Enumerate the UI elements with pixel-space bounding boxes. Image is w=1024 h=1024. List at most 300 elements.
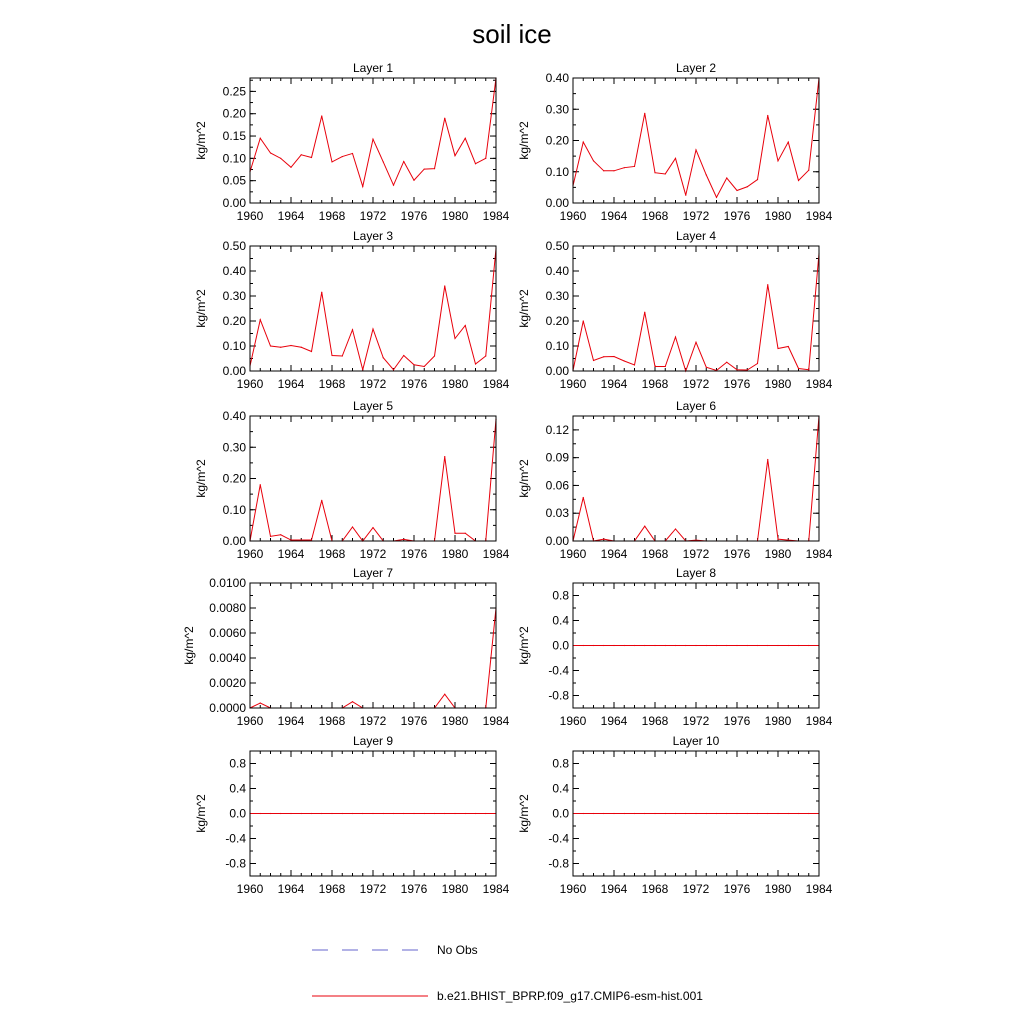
data-point: [593, 160, 594, 161]
data-point: [706, 174, 707, 175]
x-tick-label: 1964: [277, 714, 305, 728]
data-point: [706, 367, 707, 368]
y-tick-label: 0.20: [545, 314, 569, 328]
data-point: [372, 328, 373, 329]
data-point: [280, 813, 281, 814]
x-tick-label: 1984: [482, 714, 510, 728]
panels: [182, 61, 833, 896]
data-point: [788, 141, 789, 142]
y-tick-label: 0.00: [222, 196, 246, 210]
data-point: [444, 694, 445, 695]
y-tick-label: 0.0: [552, 638, 569, 653]
panel-layer-5: [194, 399, 510, 561]
y-tick-label: 0.00: [545, 364, 569, 378]
x-tick-label: 1980: [764, 547, 792, 561]
data-point: [434, 813, 435, 814]
x-tick-label: 1980: [441, 209, 469, 223]
legend-label: b.e21.BHIST_BPRP.f09_g17.CMIP6-esm-hist.001: [437, 989, 703, 1003]
panel-layer-1: [194, 61, 510, 223]
y-tick-label: 0.30: [545, 289, 569, 303]
data-point: [583, 497, 584, 498]
y-tick-label: 0.00: [222, 534, 246, 548]
data-point: [321, 292, 322, 293]
x-tick-label: 1968: [641, 882, 669, 896]
data-point: [321, 813, 322, 814]
data-point: [352, 701, 353, 702]
x-tick-label: 1972: [359, 209, 387, 223]
data-point: [280, 347, 281, 348]
data-point: [757, 813, 758, 814]
x-tick-label: 1960: [559, 714, 587, 728]
plot-frame: [573, 246, 819, 371]
legend-entry: [312, 943, 478, 957]
panel-layer-4: [517, 229, 833, 391]
y-tick-label: -0.8: [548, 856, 569, 871]
y-tick-label: 0.20: [222, 471, 246, 486]
data-point: [613, 813, 614, 814]
data-point: [485, 158, 486, 159]
data-point: [654, 813, 655, 814]
data-point: [757, 645, 758, 646]
x-tick-label: 1976: [400, 882, 428, 896]
x-tick-label: 1964: [600, 547, 628, 561]
y-tick-label: -0.4: [225, 831, 246, 846]
data-point: [260, 813, 261, 814]
data-point: [695, 813, 696, 814]
data-point: [260, 484, 261, 485]
data-point: [747, 186, 748, 187]
x-tick-label: 1964: [600, 714, 628, 728]
data-point: [777, 539, 778, 540]
data-point: [695, 645, 696, 646]
data-point: [403, 813, 404, 814]
data-point: [808, 170, 809, 171]
y-axis-label: kg/m^2: [517, 121, 531, 160]
panel-layer-2: [517, 61, 833, 223]
y-axis-label: kg/m^2: [517, 289, 531, 328]
data-point: [654, 172, 655, 173]
data-point: [747, 369, 748, 370]
data-point: [454, 155, 455, 156]
y-tick-label: 0.4: [552, 613, 569, 628]
panel-title: Layer 9: [352, 734, 394, 748]
y-axis-label: kg/m^2: [517, 794, 531, 833]
data-point: [593, 360, 594, 361]
data-point: [788, 539, 789, 540]
data-point: [383, 161, 384, 162]
y-tick-label: 0.8: [229, 756, 246, 771]
data-point: [644, 312, 645, 313]
y-tick-label: 0.03: [545, 506, 569, 521]
data-point: [331, 161, 332, 162]
data-point: [777, 645, 778, 646]
data-point: [777, 348, 778, 349]
x-tick-label: 1968: [318, 377, 346, 391]
data-point: [444, 118, 445, 119]
data-point: [301, 154, 302, 155]
x-tick-label: 1960: [236, 547, 264, 561]
plot-frame: [573, 78, 819, 203]
panel-layer-7: [182, 566, 510, 728]
y-tick-label: 0.8: [552, 588, 569, 603]
x-tick-label: 1984: [482, 882, 510, 896]
data-point: [290, 167, 291, 168]
series-line: [250, 608, 496, 708]
data-point: [383, 357, 384, 358]
x-tick-label: 1968: [318, 209, 346, 223]
x-tick-label: 1964: [277, 547, 305, 561]
data-point: [767, 115, 768, 116]
x-tick-label: 1980: [441, 547, 469, 561]
data-point: [290, 539, 291, 540]
x-tick-label: 1964: [277, 882, 305, 896]
data-point: [644, 113, 645, 114]
y-tick-label: 0.25: [222, 84, 246, 99]
y-tick-label: 0.0000: [209, 701, 246, 715]
panel-title: Layer 6: [675, 399, 717, 413]
y-tick-label: 0.10: [545, 164, 569, 179]
x-tick-label: 1972: [682, 377, 710, 391]
data-point: [342, 355, 343, 356]
data-point: [403, 539, 404, 540]
data-point: [634, 813, 635, 814]
data-point: [331, 355, 332, 356]
x-tick-label: 1984: [805, 714, 833, 728]
data-point: [685, 645, 686, 646]
data-point: [311, 539, 312, 540]
data-point: [270, 536, 271, 537]
x-tick-label: 1984: [482, 377, 510, 391]
x-tick-label: 1968: [641, 209, 669, 223]
y-tick-label: -0.8: [225, 856, 246, 871]
data-point: [624, 813, 625, 814]
data-point: [788, 813, 789, 814]
data-point: [603, 645, 604, 646]
x-tick-label: 1976: [723, 209, 751, 223]
data-point: [372, 527, 373, 528]
data-point: [603, 170, 604, 171]
panel-title: Layer 1: [352, 61, 394, 75]
x-tick-label: 1976: [723, 547, 751, 561]
y-tick-label: 0.20: [222, 106, 246, 121]
data-point: [444, 813, 445, 814]
data-point: [695, 539, 696, 540]
data-point: [475, 813, 476, 814]
data-point: [665, 645, 666, 646]
x-tick-label: 1972: [682, 882, 710, 896]
data-point: [798, 645, 799, 646]
y-tick-label: 0.05: [222, 173, 246, 188]
data-point: [685, 195, 686, 196]
series-line: [250, 78, 496, 186]
x-tick-label: 1980: [441, 714, 469, 728]
data-point: [644, 526, 645, 527]
x-tick-label: 1976: [400, 547, 428, 561]
x-tick-label: 1960: [559, 209, 587, 223]
y-tick-label: 0.15: [222, 129, 246, 144]
data-point: [808, 813, 809, 814]
plot-frame: [250, 416, 496, 541]
data-point: [290, 345, 291, 346]
panel-title: Layer 10: [672, 734, 720, 748]
x-tick-label: 1976: [400, 377, 428, 391]
panel-title: Layer 3: [352, 229, 394, 243]
data-point: [644, 813, 645, 814]
data-point: [716, 813, 717, 814]
x-tick-label: 1980: [764, 882, 792, 896]
data-point: [342, 813, 343, 814]
x-tick-label: 1964: [277, 209, 305, 223]
data-point: [788, 645, 789, 646]
data-point: [454, 533, 455, 534]
data-point: [270, 813, 271, 814]
y-tick-label: 0.00: [545, 196, 569, 210]
data-point: [716, 197, 717, 198]
data-point: [434, 168, 435, 169]
data-point: [665, 366, 666, 367]
x-tick-label: 1984: [805, 547, 833, 561]
x-tick-label: 1980: [441, 882, 469, 896]
series-line: [573, 416, 819, 541]
y-tick-label: 0.12: [545, 422, 569, 437]
data-point: [747, 813, 748, 814]
data-point: [726, 362, 727, 363]
series-line: [250, 419, 496, 541]
data-point: [695, 342, 696, 343]
data-point: [767, 645, 768, 646]
y-tick-label: 0.30: [545, 102, 569, 117]
data-point: [393, 369, 394, 370]
x-tick-label: 1968: [318, 547, 346, 561]
y-tick-label: 0.40: [222, 264, 246, 278]
panel-layer-9: [194, 734, 510, 896]
x-tick-label: 1960: [236, 714, 264, 728]
data-point: [634, 166, 635, 167]
data-point: [454, 338, 455, 339]
series-line: [573, 254, 819, 372]
legend-entry: [312, 989, 703, 1003]
x-tick-label: 1976: [723, 882, 751, 896]
y-axis-label: kg/m^2: [517, 459, 531, 498]
y-tick-label: 0.40: [222, 409, 246, 423]
panel-title: Layer 7: [352, 566, 394, 580]
data-point: [583, 813, 584, 814]
legend: [312, 943, 703, 1003]
data-point: [675, 528, 676, 529]
data-point: [465, 325, 466, 326]
y-tick-label: -0.4: [548, 663, 569, 678]
data-point: [767, 459, 768, 460]
data-point: [465, 533, 466, 534]
y-tick-label: 0.0020: [209, 676, 246, 690]
y-tick-label: 0.10: [222, 339, 246, 353]
x-tick-label: 1972: [359, 377, 387, 391]
data-point: [465, 138, 466, 139]
data-point: [665, 813, 666, 814]
data-point: [665, 173, 666, 174]
data-point: [280, 158, 281, 159]
data-point: [424, 366, 425, 367]
y-tick-label: 0.00: [545, 534, 569, 548]
x-tick-label: 1972: [359, 882, 387, 896]
data-point: [593, 645, 594, 646]
x-tick-label: 1960: [236, 377, 264, 391]
x-tick-label: 1984: [805, 377, 833, 391]
data-point: [706, 813, 707, 814]
data-point: [372, 139, 373, 140]
data-point: [444, 456, 445, 457]
y-tick-label: 0.20: [545, 133, 569, 148]
y-axis-label: kg/m^2: [182, 626, 196, 665]
y-tick-label: 0.50: [222, 239, 246, 253]
data-point: [644, 645, 645, 646]
data-point: [777, 160, 778, 161]
y-tick-label: 0.0: [552, 806, 569, 821]
y-tick-label: 0.50: [545, 239, 569, 253]
data-point: [475, 163, 476, 164]
plot-frame: [250, 583, 496, 708]
data-point: [675, 645, 676, 646]
data-point: [301, 347, 302, 348]
x-tick-label: 1960: [559, 882, 587, 896]
data-point: [372, 813, 373, 814]
data-point: [583, 141, 584, 142]
data-point: [352, 526, 353, 527]
x-tick-label: 1968: [641, 377, 669, 391]
data-point: [270, 152, 271, 153]
y-axis-label: kg/m^2: [517, 626, 531, 665]
x-tick-label: 1968: [318, 714, 346, 728]
data-point: [465, 813, 466, 814]
x-tick-label: 1968: [641, 547, 669, 561]
data-point: [393, 813, 394, 814]
panel-layer-8: [517, 566, 833, 728]
data-point: [798, 813, 799, 814]
data-point: [383, 813, 384, 814]
data-point: [726, 645, 727, 646]
x-tick-label: 1968: [641, 714, 669, 728]
data-point: [808, 369, 809, 370]
data-point: [301, 813, 302, 814]
data-point: [716, 645, 717, 646]
data-point: [675, 336, 676, 337]
panel-layer-10: [517, 734, 833, 896]
x-tick-label: 1968: [318, 882, 346, 896]
data-point: [695, 149, 696, 150]
data-point: [808, 645, 809, 646]
data-point: [311, 813, 312, 814]
y-tick-label: 0.40: [545, 264, 569, 278]
panel-layer-3: [194, 229, 510, 391]
data-point: [260, 138, 261, 139]
data-point: [352, 329, 353, 330]
data-point: [603, 356, 604, 357]
y-tick-label: 0.06: [545, 478, 569, 493]
data-point: [624, 167, 625, 168]
data-point: [260, 702, 261, 703]
y-tick-label: 0.0100: [209, 576, 246, 590]
y-tick-label: 0.00: [222, 364, 246, 378]
x-tick-label: 1964: [600, 882, 628, 896]
x-tick-label: 1972: [682, 714, 710, 728]
data-point: [736, 190, 737, 191]
data-point: [603, 813, 604, 814]
y-axis-label: kg/m^2: [194, 794, 208, 833]
x-tick-label: 1964: [600, 209, 628, 223]
y-tick-label: 0.10: [222, 151, 246, 166]
data-point: [736, 813, 737, 814]
data-point: [603, 539, 604, 540]
data-point: [311, 351, 312, 352]
series-line: [250, 249, 496, 370]
y-tick-label: 0.10: [222, 502, 246, 517]
x-tick-label: 1964: [600, 377, 628, 391]
data-point: [444, 285, 445, 286]
data-point: [301, 539, 302, 540]
data-point: [624, 645, 625, 646]
y-tick-label: 0.0080: [209, 601, 246, 615]
y-tick-label: 0.20: [222, 314, 246, 328]
data-point: [757, 363, 758, 364]
data-point: [362, 186, 363, 187]
data-point: [311, 157, 312, 158]
data-point: [413, 364, 414, 365]
data-point: [798, 368, 799, 369]
data-point: [424, 168, 425, 169]
data-point: [413, 180, 414, 181]
data-point: [757, 179, 758, 180]
x-tick-label: 1960: [236, 209, 264, 223]
y-tick-label: -0.8: [548, 688, 569, 703]
y-tick-label: 0.30: [222, 440, 246, 455]
x-tick-label: 1972: [682, 209, 710, 223]
data-point: [413, 813, 414, 814]
data-point: [331, 813, 332, 814]
panel-title: Layer 4: [675, 229, 717, 243]
data-point: [613, 170, 614, 171]
y-tick-label: 0.10: [545, 339, 569, 353]
data-point: [767, 284, 768, 285]
figure-title: soil ice: [472, 19, 552, 49]
data-point: [321, 500, 322, 501]
data-point: [634, 364, 635, 365]
x-tick-label: 1980: [764, 209, 792, 223]
data-point: [726, 177, 727, 178]
data-point: [362, 813, 363, 814]
panel-layer-6: [517, 399, 833, 561]
data-point: [583, 645, 584, 646]
data-point: [654, 366, 655, 367]
data-point: [403, 355, 404, 356]
panel-title: Layer 8: [675, 566, 717, 580]
data-point: [485, 813, 486, 814]
data-point: [654, 645, 655, 646]
data-point: [613, 645, 614, 646]
legend-label: No Obs: [437, 943, 478, 957]
data-point: [280, 534, 281, 535]
panel-title: Layer 5: [352, 399, 394, 413]
y-tick-label: 0.40: [545, 71, 569, 85]
data-point: [485, 355, 486, 356]
y-tick-label: 0.0060: [209, 626, 246, 640]
y-tick-label: 0.4: [552, 781, 569, 796]
x-tick-label: 1972: [682, 547, 710, 561]
data-point: [675, 158, 676, 159]
y-tick-label: 0.0040: [209, 651, 246, 665]
data-point: [767, 813, 768, 814]
x-tick-label: 1976: [723, 714, 751, 728]
y-tick-label: 0.09: [545, 450, 569, 465]
